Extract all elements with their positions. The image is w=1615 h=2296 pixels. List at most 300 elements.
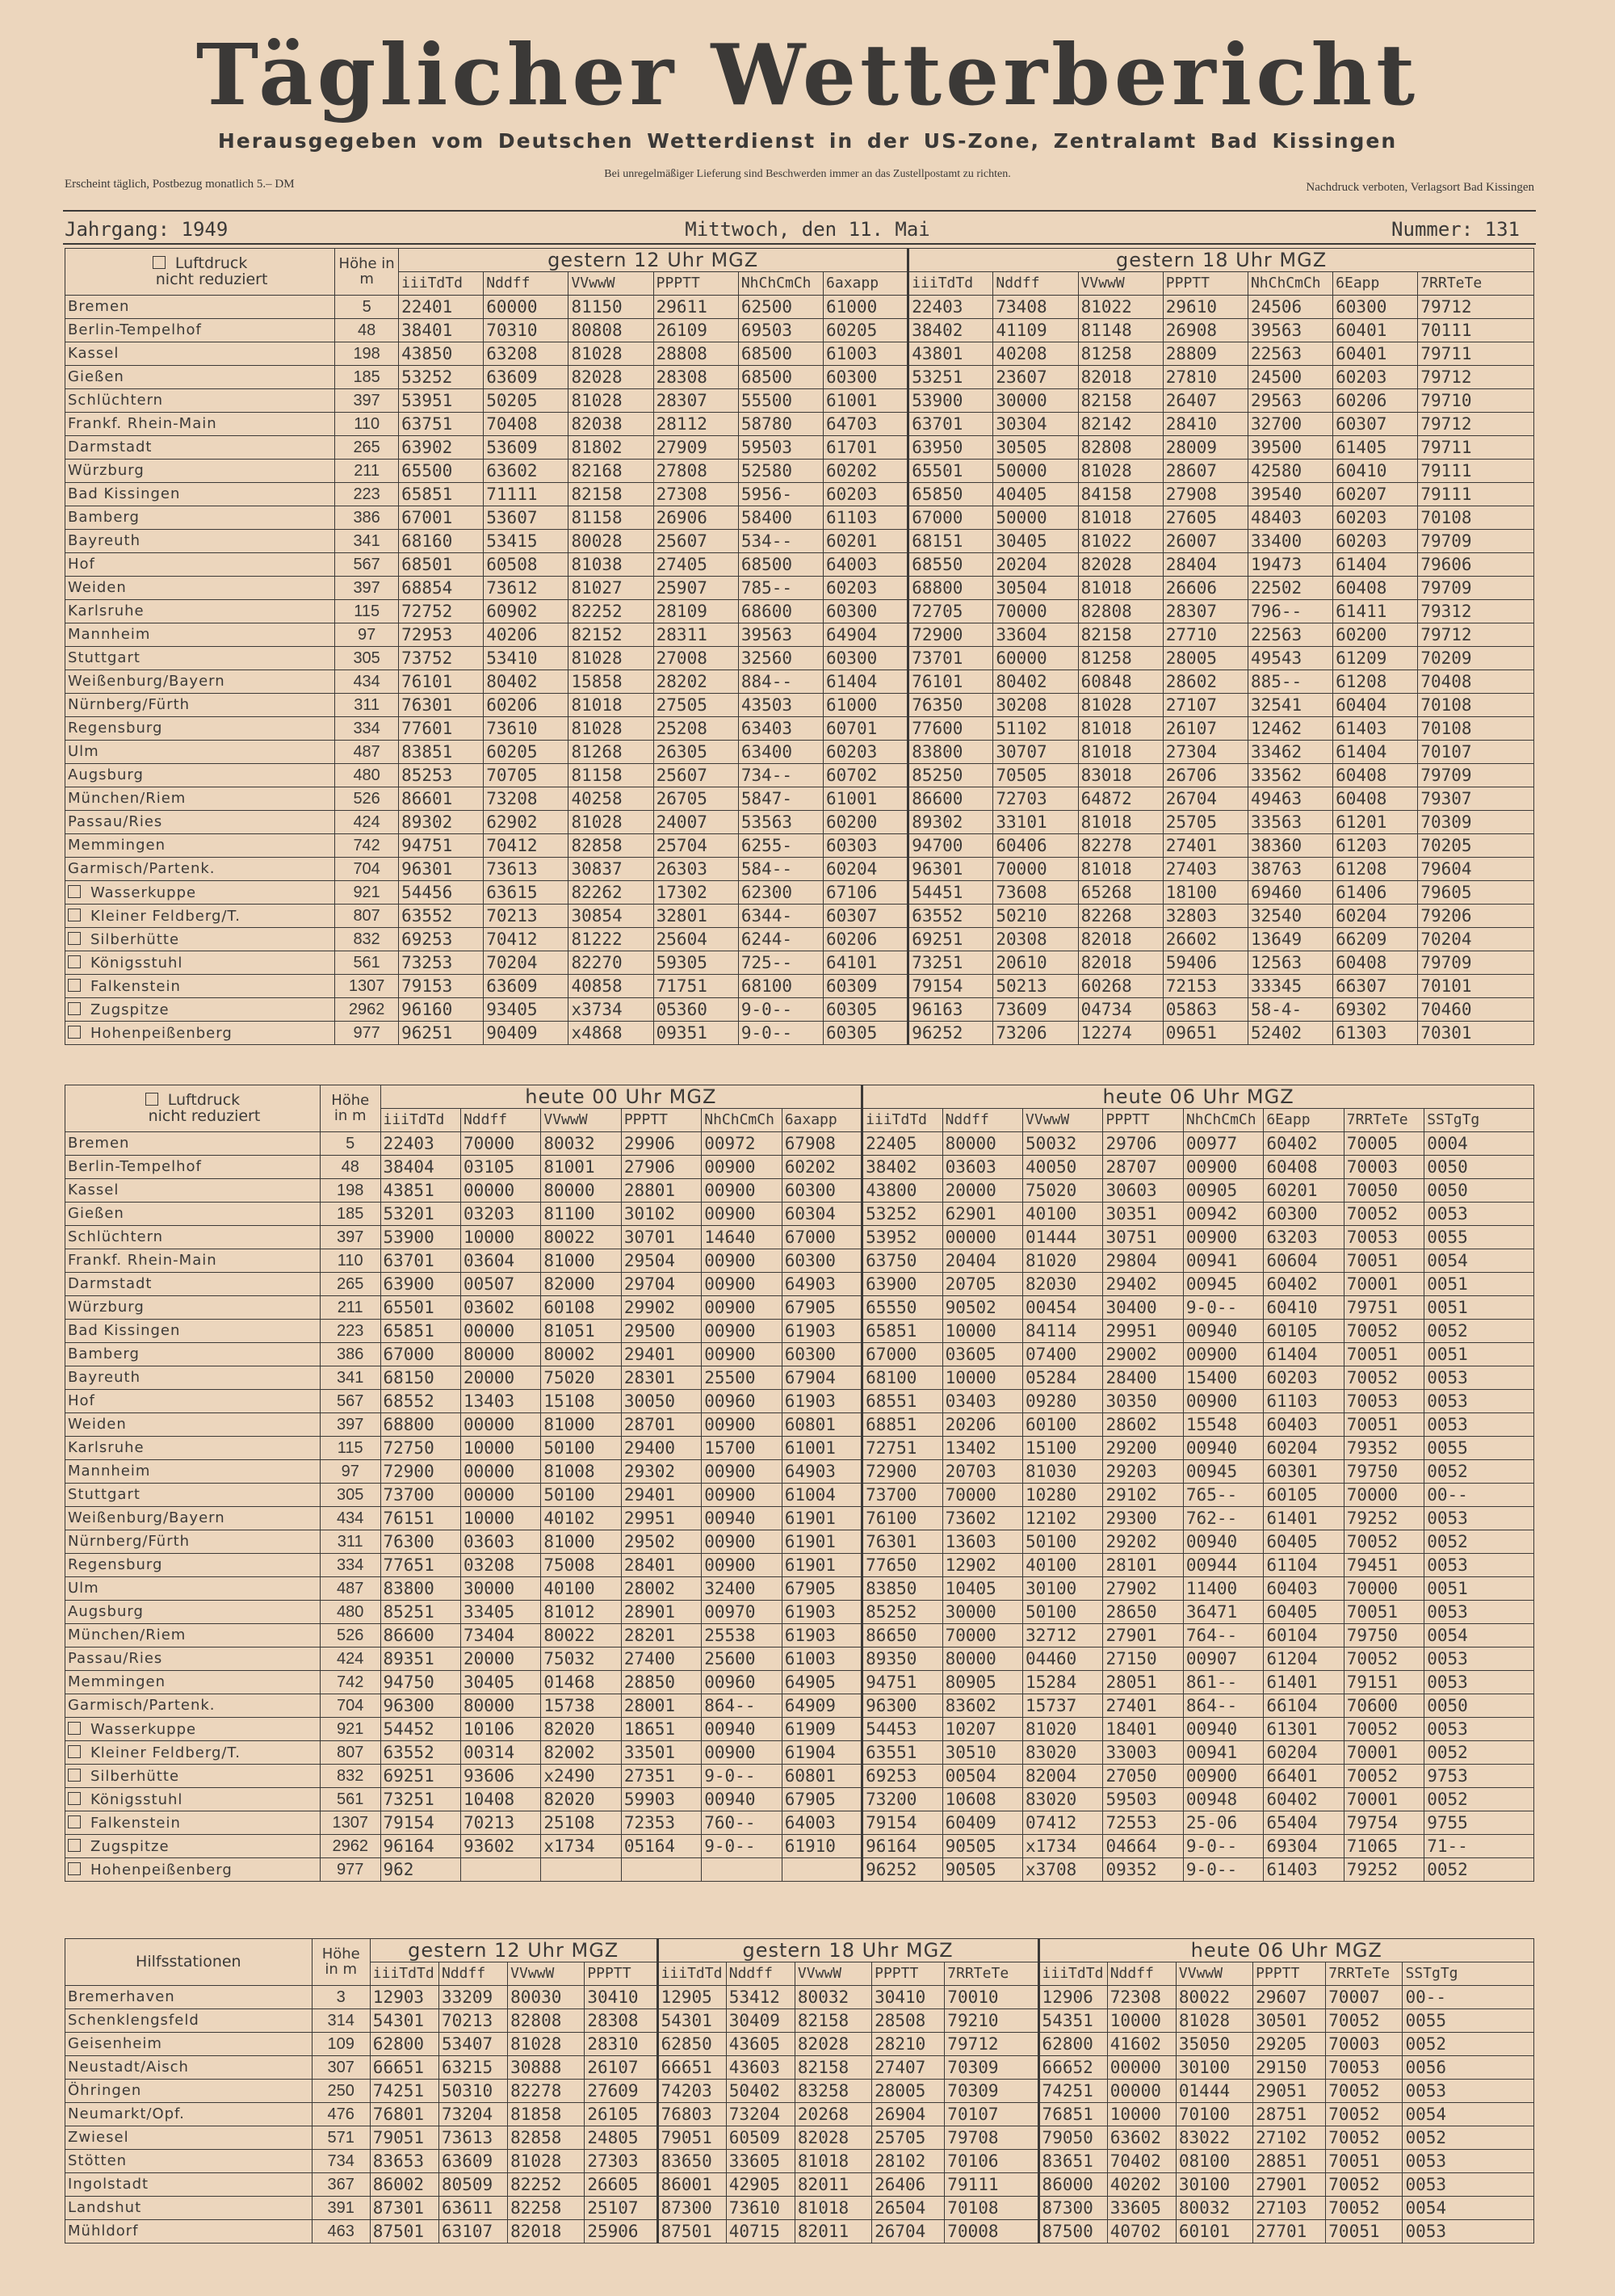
station-name: Weiden xyxy=(68,1416,127,1433)
table-row xyxy=(65,2080,1534,2103)
data-cell: 82004 xyxy=(1023,1765,1103,1788)
data-cell: 79051 xyxy=(370,2126,438,2150)
data-cell: 28308 xyxy=(585,2009,657,2033)
data-cell: 00000 xyxy=(942,1226,1022,1249)
data-cell: 61903 xyxy=(782,1320,862,1343)
table-row xyxy=(65,834,1534,858)
column-header: VVwwW xyxy=(795,1962,871,1986)
data-cell: 0053 xyxy=(1403,2150,1534,2173)
station-height: 311 xyxy=(320,1530,380,1554)
column-header: 7RRTeTe xyxy=(945,1962,1038,1986)
station-name: Weißenburg/Bayern xyxy=(68,673,225,690)
station-cell xyxy=(65,951,335,975)
data-cell: 67000 xyxy=(782,1226,862,1249)
data-cell: 77600 xyxy=(908,717,993,741)
data-cell: 77601 xyxy=(399,717,484,741)
station-cell xyxy=(65,2103,313,2126)
data-cell: 0055 xyxy=(1424,1437,1534,1460)
data-cell: 33604 xyxy=(993,623,1078,647)
data-cell: 60401 xyxy=(1333,319,1418,342)
data-cell: 70000 xyxy=(993,600,1078,623)
station-cell xyxy=(65,1601,321,1624)
data-cell: 50000 xyxy=(993,506,1078,530)
station-cell xyxy=(65,647,335,670)
data-cell: 0053 xyxy=(1424,1203,1534,1226)
data-cell: 58-4- xyxy=(1248,998,1332,1022)
data-cell: 50100 xyxy=(1023,1601,1103,1624)
station-name: Regensburg xyxy=(68,720,163,737)
data-cell: 64003 xyxy=(782,1811,862,1835)
data-cell: 66209 xyxy=(1333,928,1418,951)
data-cell: 28005 xyxy=(1163,647,1248,670)
data-cell: 59503 xyxy=(1103,1788,1183,1811)
data-cell: 0050 xyxy=(1424,1694,1534,1718)
data-cell: 27710 xyxy=(1163,623,1248,647)
data-cell: 70204 xyxy=(1418,928,1534,951)
station-height: 48 xyxy=(320,1156,380,1179)
station-cell xyxy=(65,998,335,1022)
station-name: Mühldorf xyxy=(68,2223,139,2239)
data-cell: 63902 xyxy=(399,436,484,460)
station-cell xyxy=(65,530,335,553)
table-auxiliary-stations xyxy=(65,1938,1534,2244)
data-cell: 80808 xyxy=(568,319,653,342)
data-cell: 53415 xyxy=(484,530,568,553)
data-cell: 61103 xyxy=(824,506,908,530)
table-row xyxy=(65,1484,1534,1507)
data-cell: 27908 xyxy=(1163,483,1248,506)
data-cell: 61404 xyxy=(824,670,908,694)
data-cell: 26705 xyxy=(653,787,738,811)
station-name: Landshut xyxy=(68,2199,142,2216)
data-cell: 49463 xyxy=(1248,787,1332,811)
station-name: München/Riem xyxy=(68,790,187,807)
data-cell: 82158 xyxy=(1078,389,1163,413)
column-header: 6Eapp xyxy=(1333,272,1418,296)
table-row xyxy=(65,2103,1534,2126)
data-cell: 82158 xyxy=(795,2009,871,2033)
station-height: 397 xyxy=(320,1226,380,1249)
data-cell: 24805 xyxy=(585,2126,657,2150)
data-cell: 75020 xyxy=(541,1366,621,1390)
station-name: Regensburg xyxy=(68,1556,163,1573)
data-cell: 61209 xyxy=(1333,647,1418,670)
data-cell: 00504 xyxy=(942,1765,1022,1788)
data-cell: 28009 xyxy=(1163,436,1248,460)
data-cell: 70412 xyxy=(484,834,568,858)
data-cell: 65850 xyxy=(908,483,993,506)
data-cell: 73251 xyxy=(908,951,993,975)
group-header-a: gestern 12 Uhr MGZ xyxy=(370,1939,657,1962)
data-cell: 66651 xyxy=(370,2056,438,2080)
data-cell: 79606 xyxy=(1418,553,1534,577)
table-row xyxy=(65,2009,1534,2033)
data-cell: 65851 xyxy=(380,1320,460,1343)
data-cell: 6344- xyxy=(738,905,823,928)
data-cell: 60202 xyxy=(824,460,908,483)
data-cell: 70051 xyxy=(1344,1413,1424,1437)
station-cell xyxy=(65,1156,321,1179)
data-cell: 864-- xyxy=(702,1694,782,1718)
data-cell: 82011 xyxy=(795,2173,871,2197)
column-header: Nddff xyxy=(1107,1962,1176,1986)
data-cell: 61004 xyxy=(782,1484,862,1507)
data-cell: 73610 xyxy=(484,717,568,741)
data-cell: 60307 xyxy=(824,905,908,928)
table-row xyxy=(65,2220,1534,2244)
data-cell: 10405 xyxy=(942,1577,1022,1601)
data-cell: 60300 xyxy=(782,1249,862,1273)
data-cell: 0053 xyxy=(1424,1413,1534,1437)
station-height: 97 xyxy=(320,1460,380,1484)
data-cell: 53251 xyxy=(908,366,993,389)
data-cell: 29102 xyxy=(1103,1484,1183,1507)
data-cell: 10000 xyxy=(460,1437,540,1460)
data-cell: 81802 xyxy=(568,436,653,460)
data-cell: 29402 xyxy=(1103,1273,1183,1296)
table-row xyxy=(65,928,1534,951)
data-cell: 26605 xyxy=(585,2173,657,2197)
data-cell: 73609 xyxy=(993,998,1078,1022)
data-cell: 09651 xyxy=(1163,1022,1248,1045)
data-cell: 82278 xyxy=(508,2080,585,2103)
data-cell: 43800 xyxy=(862,1179,942,1203)
data-cell: 81000 xyxy=(541,1413,621,1437)
data-cell: 76851 xyxy=(1038,2103,1107,2126)
data-cell: 00900 xyxy=(1183,1343,1263,1366)
data-cell: 25538 xyxy=(702,1624,782,1647)
data-cell: 29607 xyxy=(1253,1986,1326,2009)
data-cell: 25705 xyxy=(872,2126,945,2150)
data-cell: 68500 xyxy=(738,366,823,389)
data-cell: 76101 xyxy=(908,670,993,694)
data-cell: 864-- xyxy=(1183,1694,1263,1718)
checkbox-icon xyxy=(68,979,81,992)
data-cell: 60305 xyxy=(824,1022,908,1045)
data-cell: 54456 xyxy=(399,881,484,905)
data-cell: 63701 xyxy=(380,1249,460,1273)
data-cell: 86600 xyxy=(380,1624,460,1647)
group-header-c: heute 06 Uhr MGZ xyxy=(1038,1939,1533,1962)
data-cell: 60401 xyxy=(1333,342,1418,366)
data-cell: 79111 xyxy=(1418,483,1534,506)
data-cell: 67905 xyxy=(782,1296,862,1320)
data-cell: 61000 xyxy=(824,694,908,717)
data-cell: 725-- xyxy=(738,951,823,975)
data-cell: 79312 xyxy=(1418,600,1534,623)
data-cell: 67904 xyxy=(782,1366,862,1390)
data-cell: 80402 xyxy=(484,670,568,694)
group-header-b: gestern 18 Uhr MGZ xyxy=(908,249,1534,272)
data-cell: 70001 xyxy=(1344,1788,1424,1811)
data-cell: 50000 xyxy=(993,460,1078,483)
data-cell: 89302 xyxy=(399,811,484,834)
data-cell: 87300 xyxy=(1038,2197,1107,2220)
station-height: 367 xyxy=(312,2173,370,2197)
data-cell: 68100 xyxy=(738,975,823,998)
data-cell: 39563 xyxy=(738,623,823,647)
data-cell: 70051 xyxy=(1326,2220,1403,2244)
checkbox-icon xyxy=(68,1792,81,1805)
station-name: Geisenheim xyxy=(68,2035,162,2052)
data-cell: 27405 xyxy=(653,553,738,577)
data-cell: 60207 xyxy=(1333,483,1418,506)
data-cell: 70000 xyxy=(1344,1484,1424,1507)
data-cell: 61003 xyxy=(824,342,908,366)
data-cell: 76803 xyxy=(657,2103,726,2126)
table-yesterday xyxy=(65,248,1534,1045)
data-cell: 32400 xyxy=(702,1577,782,1601)
station-name: Augsburg xyxy=(68,1603,144,1620)
station-cell xyxy=(65,483,335,506)
station-name: Schlüchtern xyxy=(68,1228,164,1245)
data-cell: 43603 xyxy=(726,2056,795,2080)
data-cell: 79604 xyxy=(1418,858,1534,881)
data-cell: 96160 xyxy=(399,998,484,1022)
station-height: 185 xyxy=(320,1203,380,1226)
table-row xyxy=(65,553,1534,577)
data-cell: 83850 xyxy=(862,1577,942,1601)
data-cell: 32560 xyxy=(738,647,823,670)
data-cell: 26602 xyxy=(1163,928,1248,951)
column-header: PPPTT xyxy=(653,272,738,296)
data-cell: 70001 xyxy=(1344,1741,1424,1765)
data-cell: 71111 xyxy=(484,483,568,506)
data-cell: 60305 xyxy=(824,998,908,1022)
data-cell: 0054 xyxy=(1403,2197,1534,2220)
data-cell: 9753 xyxy=(1424,1765,1534,1788)
data-cell: 27403 xyxy=(1163,858,1248,881)
data-cell: 12563 xyxy=(1248,951,1332,975)
table-row xyxy=(65,811,1534,834)
data-cell: 74251 xyxy=(370,2080,438,2103)
table-row xyxy=(65,1986,1534,2009)
data-cell: 76301 xyxy=(399,694,484,717)
data-cell: 41109 xyxy=(993,319,1078,342)
data-cell: 53201 xyxy=(380,1203,460,1226)
data-cell: 00900 xyxy=(702,1741,782,1765)
data-cell: 40405 xyxy=(993,483,1078,506)
data-cell: 10000 xyxy=(942,1366,1022,1390)
station-height: 571 xyxy=(312,2126,370,2150)
station-name: Ulm xyxy=(68,743,99,760)
data-cell: 29150 xyxy=(1253,2056,1326,2080)
data-cell: 72750 xyxy=(380,1437,460,1460)
column-header: NhChCmCh xyxy=(1248,272,1332,296)
copyright-note: Nachdruck verboten, Verlagsort Bad Kissingen xyxy=(1306,181,1534,194)
data-cell: 79709 xyxy=(1418,530,1534,553)
data-cell: 81028 xyxy=(1176,2009,1252,2033)
data-cell: 61904 xyxy=(782,1741,862,1765)
data-cell: 89351 xyxy=(380,1647,460,1671)
data-cell: 00940 xyxy=(1183,1437,1263,1460)
data-cell: 80032 xyxy=(795,1986,871,2009)
data-cell: 43605 xyxy=(726,2033,795,2056)
data-cell: 26107 xyxy=(1163,717,1248,741)
column-header: iiiTdTd xyxy=(399,272,484,296)
table-row xyxy=(65,1320,1534,1343)
data-cell: 74251 xyxy=(1038,2080,1107,2103)
data-cell: 53951 xyxy=(399,389,484,413)
data-cell: 00941 xyxy=(1183,1741,1263,1765)
data-cell: 27701 xyxy=(1253,2220,1326,2244)
data-cell: 884-- xyxy=(738,670,823,694)
station-height: 341 xyxy=(320,1366,380,1390)
data-cell: 22401 xyxy=(399,296,484,319)
height-header: Höhe in m xyxy=(335,249,399,296)
data-cell: 81018 xyxy=(1078,811,1163,834)
data-cell: 80022 xyxy=(541,1226,621,1249)
data-cell: 81020 xyxy=(1023,1718,1103,1741)
data-cell: 80030 xyxy=(508,1986,585,2009)
data-cell: 79051 xyxy=(657,2126,726,2150)
data-cell: 23607 xyxy=(993,366,1078,389)
column-header: Nddff xyxy=(942,1109,1022,1132)
station-name: Hohenpeißenberg xyxy=(90,1024,233,1042)
data-cell: 63400 xyxy=(738,741,823,764)
data-cell: 70007 xyxy=(1326,1986,1403,2009)
data-cell: 81148 xyxy=(1078,319,1163,342)
data-cell: 0052 xyxy=(1424,1788,1534,1811)
station-height: 921 xyxy=(320,1718,380,1741)
data-cell: 29951 xyxy=(1103,1320,1183,1343)
column-header: SSTgTg xyxy=(1403,1962,1534,1986)
data-cell: 60408 xyxy=(1333,951,1418,975)
data-cell: 28307 xyxy=(653,389,738,413)
station-name: Darmstadt xyxy=(68,439,153,455)
data-cell: 30100 xyxy=(1176,2056,1252,2080)
data-cell: 00907 xyxy=(1183,1647,1263,1671)
data-cell: 79153 xyxy=(399,975,484,998)
data-cell: 73602 xyxy=(942,1507,1022,1530)
data-cell: 65550 xyxy=(862,1296,942,1320)
station-cell xyxy=(65,2033,313,2056)
data-cell: 22502 xyxy=(1248,577,1332,600)
data-cell: 04664 xyxy=(1103,1835,1183,1858)
station-name: Berlin-Tempelhof xyxy=(68,1158,202,1175)
data-cell: 0055 xyxy=(1424,1226,1534,1249)
data-cell: 29200 xyxy=(1103,1437,1183,1460)
column-header: VVwwW xyxy=(1078,272,1163,296)
station-cell xyxy=(65,1788,321,1811)
data-cell: 28809 xyxy=(1163,342,1248,366)
meta-rule xyxy=(63,243,1536,245)
data-cell: 68500 xyxy=(738,553,823,577)
data-cell: 00960 xyxy=(702,1671,782,1694)
station-name: Memmingen xyxy=(68,837,166,854)
station-cell xyxy=(65,1413,321,1437)
data-cell: 28109 xyxy=(653,600,738,623)
data-cell: 40208 xyxy=(993,342,1078,366)
data-cell: 61301 xyxy=(1264,1718,1344,1741)
data-cell: 09352 xyxy=(1103,1858,1183,1882)
checkbox-icon xyxy=(68,932,81,945)
station-cell xyxy=(65,858,335,881)
station-height: 265 xyxy=(320,1273,380,1296)
data-cell: 20610 xyxy=(993,951,1078,975)
data-cell: 70052 xyxy=(1326,2080,1403,2103)
data-cell: 12906 xyxy=(1038,1986,1107,2009)
station-height: 567 xyxy=(335,553,399,577)
data-cell: 50213 xyxy=(993,975,1078,998)
data-cell: 13649 xyxy=(1248,928,1332,951)
data-cell: 30410 xyxy=(585,1986,657,2009)
data-cell: 10000 xyxy=(1107,2103,1176,2126)
data-cell: 70108 xyxy=(1418,694,1534,717)
data-cell: 12903 xyxy=(370,1986,438,2009)
station-height: 476 xyxy=(312,2103,370,2126)
data-cell: 25107 xyxy=(585,2197,657,2220)
data-cell: 81008 xyxy=(541,1460,621,1484)
data-cell: 0052 xyxy=(1424,1530,1534,1554)
data-cell: 86002 xyxy=(370,2173,438,2197)
aux-stations-label: Hilfsstationen xyxy=(65,1939,313,1986)
data-cell: 70051 xyxy=(1326,2150,1403,2173)
data-cell: 61901 xyxy=(782,1507,862,1530)
data-cell: 27810 xyxy=(1163,366,1248,389)
column-header: 7RRTeTe xyxy=(1326,1962,1403,1986)
data-cell: 6244- xyxy=(738,928,823,951)
data-cell: 00000 xyxy=(460,1484,540,1507)
station-cell xyxy=(65,1203,321,1226)
data-cell: 0053 xyxy=(1424,1601,1534,1624)
table-row xyxy=(65,1226,1534,1249)
data-cell: 79352 xyxy=(1344,1437,1424,1460)
data-cell: 15100 xyxy=(1023,1437,1103,1460)
data-cell: 60104 xyxy=(1264,1624,1344,1647)
data-cell: 70052 xyxy=(1326,2173,1403,2197)
station-name: Karlsruhe xyxy=(68,1439,145,1456)
data-cell: 60200 xyxy=(824,811,908,834)
station-name: Bremen xyxy=(68,298,130,315)
data-cell: 72900 xyxy=(862,1460,942,1484)
station-cell xyxy=(65,905,335,928)
station-cell xyxy=(65,1022,335,1045)
data-cell: 53252 xyxy=(862,1203,942,1226)
station-cell xyxy=(65,811,335,834)
data-cell: 63208 xyxy=(484,342,568,366)
data-cell: 00940 xyxy=(1183,1320,1263,1343)
data-cell: 69253 xyxy=(862,1765,942,1788)
data-cell: 87300 xyxy=(657,2197,726,2220)
data-cell: 83020 xyxy=(1023,1741,1103,1765)
data-cell: 81018 xyxy=(1078,577,1163,600)
data-cell: 27303 xyxy=(585,2150,657,2173)
column-header: Nddff xyxy=(484,272,568,296)
data-cell: 00000 xyxy=(460,1413,540,1437)
column-header: PPPTT xyxy=(621,1109,701,1132)
data-cell: 72752 xyxy=(399,600,484,623)
data-cell: 96300 xyxy=(380,1694,460,1718)
data-cell: 79710 xyxy=(1418,389,1534,413)
data-cell: 84158 xyxy=(1078,483,1163,506)
data-cell: 30100 xyxy=(1023,1577,1103,1601)
station-cell xyxy=(65,319,335,342)
data-cell: 33345 xyxy=(1248,975,1332,998)
data-cell: 60307 xyxy=(1333,413,1418,436)
station-name: Königsstuhl xyxy=(90,954,183,972)
station-cell xyxy=(65,577,335,600)
checkbox-icon xyxy=(68,1745,81,1758)
station-height: 97 xyxy=(335,623,399,647)
station-cell xyxy=(65,1671,321,1694)
data-cell: 60902 xyxy=(484,600,568,623)
data-cell: 27505 xyxy=(653,694,738,717)
table-row xyxy=(65,951,1534,975)
data-cell: 63701 xyxy=(908,413,993,436)
station-height: 311 xyxy=(335,694,399,717)
data-cell: 81000 xyxy=(541,1249,621,1273)
